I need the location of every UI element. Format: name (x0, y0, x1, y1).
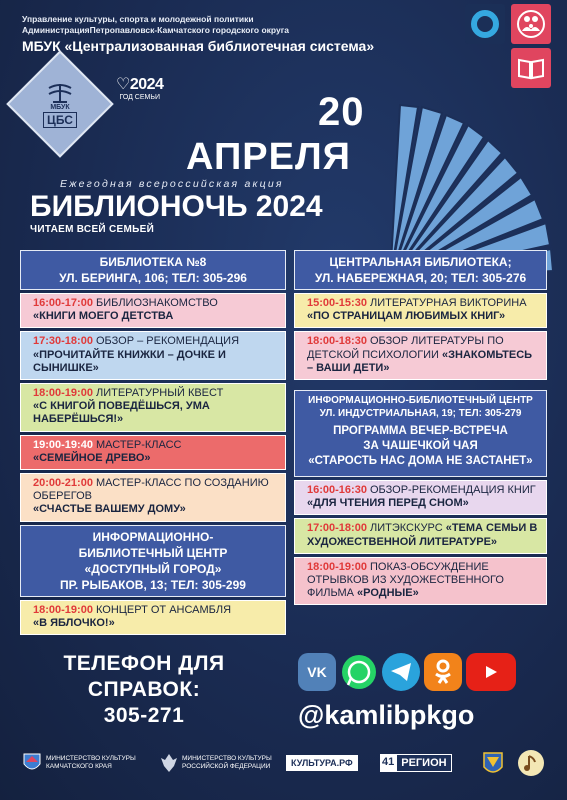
youtube-icon[interactable] (466, 653, 516, 691)
ministry-kamchatka-line: МИНИСТЕРСТВО КУЛЬТУРЫ (46, 755, 136, 762)
event-text: ЛИТЭКСКУРС (366, 522, 446, 535)
event-item (294, 518, 547, 553)
whatsapp-icon[interactable] (340, 653, 378, 691)
phone-label-2: СПРАВОК: (87, 678, 201, 701)
event-time: 16:00-17:00 (33, 297, 93, 309)
logo-bottom-text: ЦБС (43, 112, 77, 128)
event-text: БИБЛИОЗНАКОМСТВО (92, 297, 218, 309)
ministry-kamchatka-line: КАМЧАТСКОГО КРАЯ (46, 763, 112, 770)
event-item (20, 383, 286, 432)
program-block (299, 420, 542, 473)
footer-logos (0, 744, 567, 784)
event-text: МАСТЕР-КЛАСС (92, 438, 182, 451)
reference-phone (46, 651, 242, 729)
program-line: ЗА ЧАШЕЧКОЙ ЧАЯ (363, 440, 478, 453)
event-subtitle: Ежегодная всероссийская акция (60, 178, 284, 190)
header-line: ПР. РЫБАКОВ, 13; ТЕЛ: 305-299 (60, 577, 246, 592)
event-time: 18:00-19:00 (33, 603, 93, 616)
event-title: «СЕМЕЙНОЕ ДРЕВО» (33, 451, 151, 464)
event-date-month: АПРЕЛЯ (186, 136, 351, 178)
odnoklassniki-icon[interactable] (424, 653, 462, 691)
organization-header (22, 14, 374, 54)
year-of-family-logo (116, 74, 163, 101)
eagle-icon (160, 752, 178, 774)
event-text: КОНЦЕРТ ОТ АНСАМБЛЯ (92, 603, 232, 616)
logo-top-text: МБУК (50, 104, 70, 111)
event-text: ЛИТЕРАТУРНЫЙ КВЕСТ (92, 387, 224, 400)
central-library-header (294, 250, 547, 290)
telegram-icon[interactable] (382, 653, 420, 691)
social-icons (298, 653, 520, 693)
region-number: 41 (380, 754, 396, 772)
event-time: 19:00-19:40 (33, 438, 93, 451)
book-tree-icon (45, 82, 75, 104)
org-line-3: МБУК «Централизованная библиотечная система» (22, 38, 375, 54)
industrialnaya-center-header (294, 390, 547, 477)
ministry-kamchatka-logo (22, 744, 136, 782)
event-text: ОБЗОР – РЕКОМЕНДАЦИЯ (92, 335, 240, 348)
event-time: 18:00-18:30 (307, 335, 367, 348)
heart-icon: ♡ (116, 76, 130, 93)
left-column (20, 250, 286, 635)
event-text: ОБЗОР ЛИТЕРАТУРЫ ПО ДЕТСКОЙ ПСИХОЛОГИИ (307, 335, 504, 361)
kultura-rf-logo (286, 744, 358, 782)
kultura-rf-text: КУЛЬТУРА.РФ (286, 755, 358, 771)
event-title: «С КНИГОЙ ПОВЕДЁШЬСЯ, УМА НАБЕРЁШЬСЯ!» (33, 400, 210, 426)
library-8-header (20, 250, 286, 290)
vk-icon[interactable] (298, 653, 336, 691)
vk-label: VK (307, 664, 327, 680)
header-line: ЦЕНТРАЛЬНАЯ БИБЛИОТЕКА; (329, 255, 512, 269)
event-slogan: ЧИТАЕМ ВСЕЙ СЕМЬЕЙ (30, 224, 155, 235)
music-note-icon (516, 748, 546, 778)
event-title: «РОДНЫЕ» (357, 587, 419, 600)
phone-label-1: ТЕЛЕФОН ДЛЯ (63, 652, 225, 675)
header-line: «ДОСТУПНЫЙ ГОРОД» (84, 561, 222, 576)
event-time: 18:00-19:00 (33, 387, 93, 400)
event-item (20, 435, 286, 470)
city-crest-logo (482, 744, 504, 782)
social-handle[interactable]: @kamlibpkgo (298, 700, 475, 730)
program-title: «СТАРОСТЬ НАС ДОМА НЕ ЗАСТАНЕТ» (308, 455, 533, 468)
book-icon (511, 48, 551, 88)
header-line: УЛ. НАБЕРЕЖНАЯ, 20; ТЕЛ: 305-276 (314, 271, 527, 285)
event-item (20, 331, 286, 380)
ministry-rf-line: РОССИЙСКОЙ ФЕДЕРАЦИИ (182, 763, 271, 770)
event-time: 16:00-16:30 (307, 484, 367, 497)
header-line: ИНФОРМАЦИОННО-БИБЛИОТЕЧНЫЙ ЦЕНТР (308, 395, 533, 407)
event-item (294, 480, 547, 515)
year-logo-year: 2024 (129, 76, 164, 93)
event-time: 17:30-18:00 (33, 335, 93, 348)
region-41-logo (380, 744, 452, 782)
event-item (294, 557, 547, 606)
event-item (294, 293, 547, 328)
right-column (294, 250, 547, 605)
region-text: РЕГИОН (396, 754, 451, 772)
year-logo-subtitle: ГОД СЕМЬИ (119, 94, 160, 101)
ministry-rf-logo (160, 744, 272, 782)
event-time: 18:00-19:00 (307, 560, 367, 573)
event-text: ПОКАЗ-ОБСУЖДЕНИЕ ОТРЫВКОВ ИЗ ХУДОЖЕСТВЕННОГО ФИЛЬМА (307, 560, 504, 600)
circle-icon (465, 4, 505, 44)
event-date-day: 20 (318, 90, 365, 134)
header-line: ИНФОРМАЦИОННО- (92, 529, 214, 544)
event-text: ОБЗОР-РЕКОМЕНДАЦИЯ КНИГ (366, 484, 536, 497)
event-time: 17:00-18:00 (307, 522, 367, 535)
header-line: БИБЛИОТЕЧНЫЙ ЦЕНТР (78, 545, 228, 560)
event-item (20, 473, 286, 522)
event-title: «КНИГИ МОЕГО ДЕТСТВА (33, 310, 174, 323)
event-text: МАСТЕР-КЛАСС ПО СОЗДАНИЮ ОБЕРЕГОВ (33, 477, 269, 503)
event-title: «ДЛЯ ЧТЕНИЯ ПЕРЕД СНОМ» (307, 497, 469, 510)
phone-number: 305-271 (103, 704, 185, 727)
event-title: «ПО СТРАНИЦАМ ЛЮБИМЫХ КНИГ» (307, 310, 506, 323)
event-time: 20:00-21:00 (33, 477, 93, 490)
ministry-rf-line: МИНИСТЕРСТВО КУЛЬТУРЫ (182, 755, 272, 762)
event-title: БИБЛИОНОЧЬ 2024 (30, 190, 323, 223)
event-title: «В ЯБЛОЧКО!» (33, 616, 115, 629)
city-crest-icon (482, 749, 504, 777)
music-school-logo (516, 744, 546, 782)
event-title: «ПРОЧИТАЙТЕ КНИЖКИ – ДОЧКЕ И СЫНИШКЕ» (33, 348, 226, 374)
event-title: «СЧАСТЬЕ ВАШЕМУ ДОМУ» (33, 503, 186, 516)
dostupny-gorod-header (20, 525, 286, 597)
header-line: БИБЛИОТЕКА №8 (99, 255, 207, 269)
header-line: УЛ. БЕРИНГА, 106; ТЕЛ: 305-296 (59, 271, 247, 285)
event-item (20, 600, 286, 635)
family-icon (511, 4, 551, 44)
event-item (294, 331, 547, 380)
kamchatka-crest-icon (22, 752, 42, 774)
event-item (20, 293, 286, 328)
org-line-2: АдминистрацияПетропавловск-Камчатского городского округа (22, 25, 289, 35)
event-title: «ТЕМА СЕМЬИ В ХУДОЖЕСТВЕННОЙ ЛИТЕРАТУРЕ» (307, 522, 538, 548)
event-title: «ЗНАКОМЬТЕСЬ – ВАШИ ДЕТИ» (307, 348, 533, 374)
event-time: 15:00-15:30 (307, 297, 367, 309)
header-line: УЛ. ИНДУСТРИАЛЬНАЯ, 19; ТЕЛ: 305-279 (319, 408, 522, 420)
cbs-logo (30, 76, 90, 134)
org-line-1: Управление культуры, спорта и молодежной политики (22, 14, 254, 24)
program-line: ПРОГРАММА ВЕЧЕР-ВСТРЕЧА (333, 425, 508, 438)
event-text: ЛИТЕРАТУРНАЯ ВИКТОРИНА (366, 297, 527, 309)
